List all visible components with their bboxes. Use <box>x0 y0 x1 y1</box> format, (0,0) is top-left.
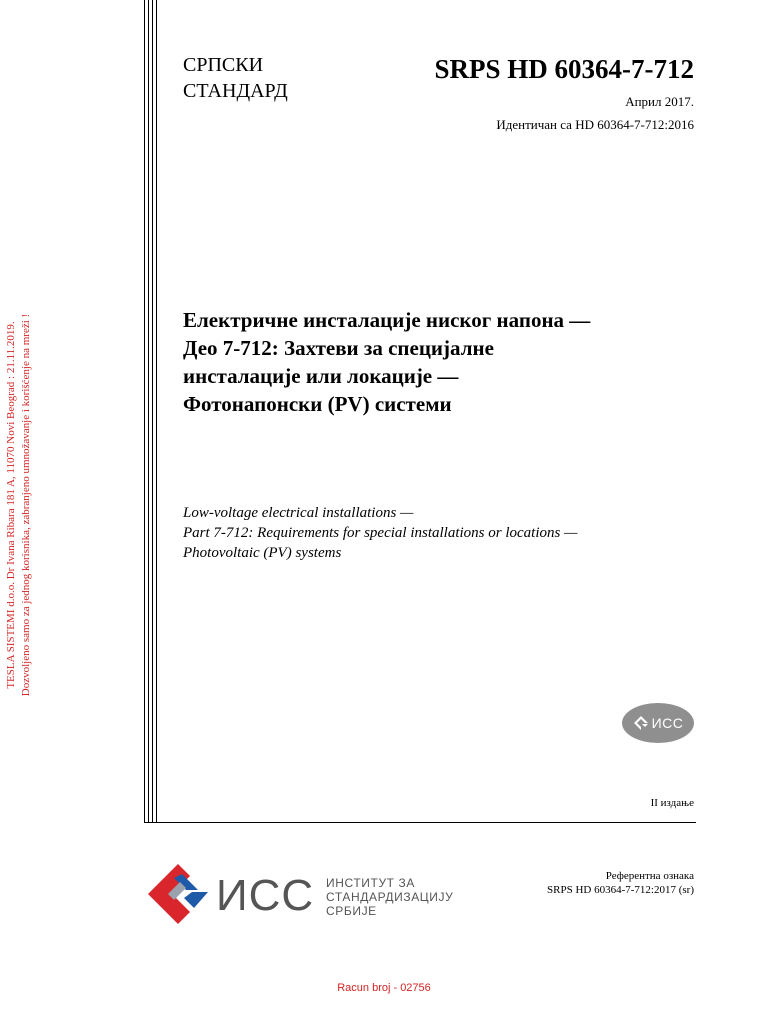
margin-rule-4 <box>156 0 157 822</box>
publication-date: Април 2017. <box>625 94 694 109</box>
series-line-1: СРПСКИ <box>183 54 264 76</box>
title-english <box>183 503 723 563</box>
iss-oval-logo <box>622 703 694 743</box>
margin-rule-2 <box>148 0 149 822</box>
title-serbian <box>183 306 723 418</box>
title-en-line-2: Part 7-712: Requirements for special installations or locations — <box>183 525 578 541</box>
iss-abbreviation: ИСС <box>216 871 315 920</box>
margin-rule-3 <box>152 0 153 822</box>
edition-label: II издање <box>650 797 694 809</box>
title-en-line-3: Photovoltaic (PV) systems <box>183 545 342 561</box>
document-number: SRPS HD 60364-7-712 <box>434 54 694 84</box>
title-en-line-1: Low-voltage electrical installations — <box>183 505 414 521</box>
iss-name-line-1: ИНСТИТУТ ЗА <box>326 876 415 890</box>
invoice-number: Racun broj - 02756 <box>337 982 431 994</box>
oval-logo-text: ИСС <box>651 715 684 731</box>
identical-with: Идентичан са HD 60364-7-712:2016 <box>496 117 694 132</box>
margin-rule-1 <box>144 0 145 822</box>
license-line-2: Dozvoljeno samo za jednog korisnika, zabranjeno umnožavanje i korišćenje na mreži ! <box>20 313 32 697</box>
title-sr-line-4: Фотонапонски (PV) системи <box>183 392 452 416</box>
iss-name-line-3: СРБИЈЕ <box>326 904 377 918</box>
iss-institute-logo <box>146 862 466 932</box>
license-line-1: TESLA SISTEMI d.o.o. Dr Ivana Ribara 181 A, 11070 Novi Beograd : 21.11.2019. <box>5 321 17 689</box>
title-sr-line-2: Део 7-712: Захтеви за специјалне <box>183 336 494 360</box>
series-line-2: СТАНДАРД <box>183 80 288 102</box>
title-sr-line-1: Електричне инсталације ниског напона — <box>183 308 591 332</box>
iss-name-line-2: СТАНДАРДИЗАЦИЈУ <box>326 890 454 904</box>
footer-rule <box>144 822 696 823</box>
series-label <box>183 52 288 104</box>
title-sr-line-3: инсталације или локације — <box>183 364 459 388</box>
iss-full-name <box>326 876 476 918</box>
iss-mark-icon <box>633 715 649 731</box>
license-watermark <box>4 275 34 735</box>
reference-label: Референтна ознака <box>605 870 694 882</box>
reference-value: SRPS HD 60364-7-712:2017 (sr) <box>547 884 694 896</box>
iss-diamond-icon <box>146 862 210 926</box>
